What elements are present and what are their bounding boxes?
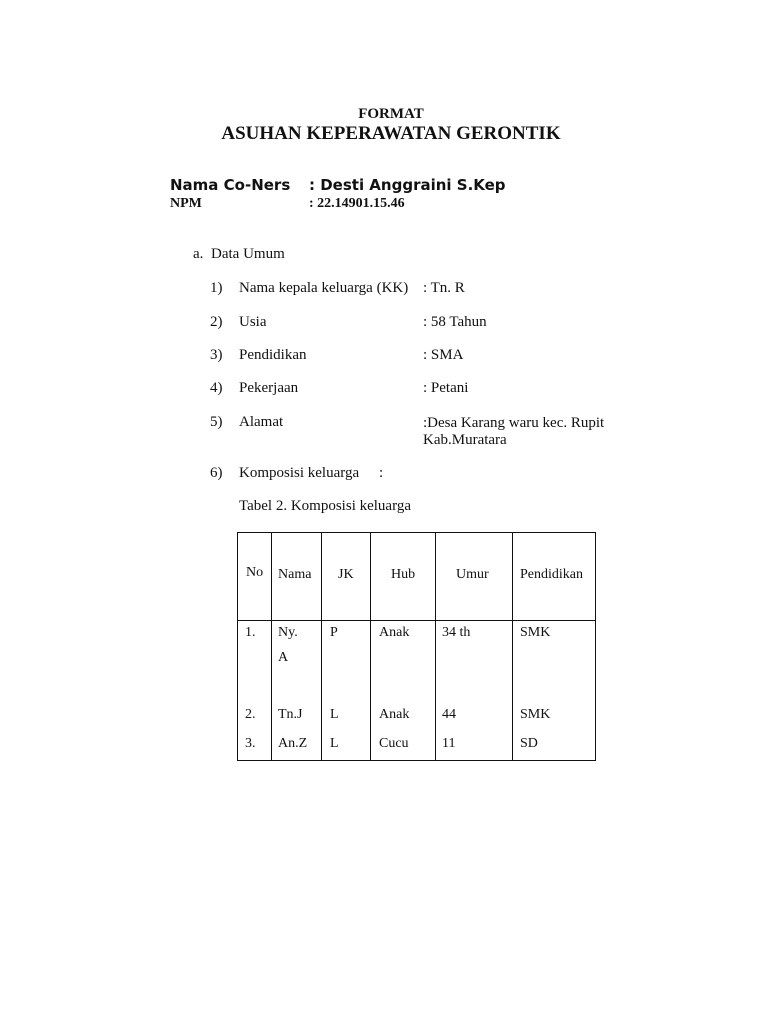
table-cell-nama-cont: A xyxy=(278,650,289,665)
item-value-komposisi: : xyxy=(379,465,384,481)
table-divider xyxy=(271,533,272,760)
table-cell-pendidikan: SMK xyxy=(520,625,551,640)
item-label-pendidikan: Pendidikan xyxy=(239,347,307,363)
item-number: 4) xyxy=(210,380,223,396)
table-cell-nama: Tn.J xyxy=(278,707,303,722)
section-a-marker: a. xyxy=(193,246,204,262)
table-cell-pendidikan: SD xyxy=(520,736,538,751)
table-cell-jk: P xyxy=(330,625,338,640)
table-cell-hub: Cucu xyxy=(379,736,409,751)
item-number: 2) xyxy=(210,314,223,330)
table-divider xyxy=(512,533,513,760)
item-number: 5) xyxy=(210,414,223,430)
table-cell-jk: L xyxy=(330,707,339,722)
item-number: 1) xyxy=(210,280,223,296)
item-label-alamat: Alamat xyxy=(239,414,284,430)
family-composition-table xyxy=(237,532,596,761)
coners-label: Nama Co-Ners xyxy=(170,176,291,194)
item-value-usia: : 58 Tahun xyxy=(423,314,487,330)
table-cell-no: 1. xyxy=(245,625,256,640)
table-header-pendidikan: Pendidikan xyxy=(520,567,583,582)
npm-value: : 22.14901.15.46 xyxy=(309,196,405,211)
table-header-umur: Umur xyxy=(456,567,489,582)
table-header-divider xyxy=(238,620,595,621)
table-header-jk: JK xyxy=(338,567,354,582)
item-label-pekerjaan: Pekerjaan xyxy=(239,380,299,396)
table-cell-no: 2. xyxy=(245,707,256,722)
item-label-komposisi: Komposisi keluarga xyxy=(239,465,360,481)
table-cell-pendidikan: SMK xyxy=(520,707,551,722)
table-divider xyxy=(370,533,371,760)
section-a-heading xyxy=(193,246,285,263)
table-divider xyxy=(321,533,322,760)
item-number: 3) xyxy=(210,347,223,363)
table-header-hub: Hub xyxy=(391,567,416,582)
item-value-pekerjaan: : Petani xyxy=(423,380,469,396)
coners-value: : Desti Anggraini S.Kep xyxy=(309,176,506,194)
table-divider xyxy=(435,533,436,760)
table-header-no: No xyxy=(246,565,264,580)
section-a-title: Data Umum xyxy=(211,246,285,262)
item-value-kepala-keluarga: : Tn. R xyxy=(423,280,465,296)
table-header-nama: Nama xyxy=(278,567,312,582)
table-cell-jk: L xyxy=(330,736,339,751)
document-title: ASUHAN KEPERAWATAN GERONTIK xyxy=(221,123,561,144)
table-cell-hub: Anak xyxy=(379,707,410,722)
item-value-alamat: :Desa Karang waru kec. Rupit Kab.Muratara xyxy=(423,415,605,448)
table-cell-umur: 44 xyxy=(442,707,456,722)
item-label-usia: Usia xyxy=(239,314,267,330)
table-cell-umur: 11 xyxy=(442,736,456,751)
item-value-pendidikan: : SMA xyxy=(423,347,464,363)
npm-label: NPM xyxy=(170,196,202,211)
table-cell-hub: Anak xyxy=(379,625,410,640)
format-heading: FORMAT xyxy=(358,106,424,122)
table-cell-no: 3. xyxy=(245,736,256,751)
table-cell-nama: Ny. xyxy=(278,625,298,640)
table-cell-umur: 34 th xyxy=(442,625,471,640)
item-label-kepala-keluarga: Nama kepala keluarga (KK) xyxy=(239,280,409,296)
table-cell-nama: An.Z xyxy=(278,736,308,751)
item-number: 6) xyxy=(210,465,223,481)
table-caption: Tabel 2. Komposisi keluarga xyxy=(239,498,411,514)
